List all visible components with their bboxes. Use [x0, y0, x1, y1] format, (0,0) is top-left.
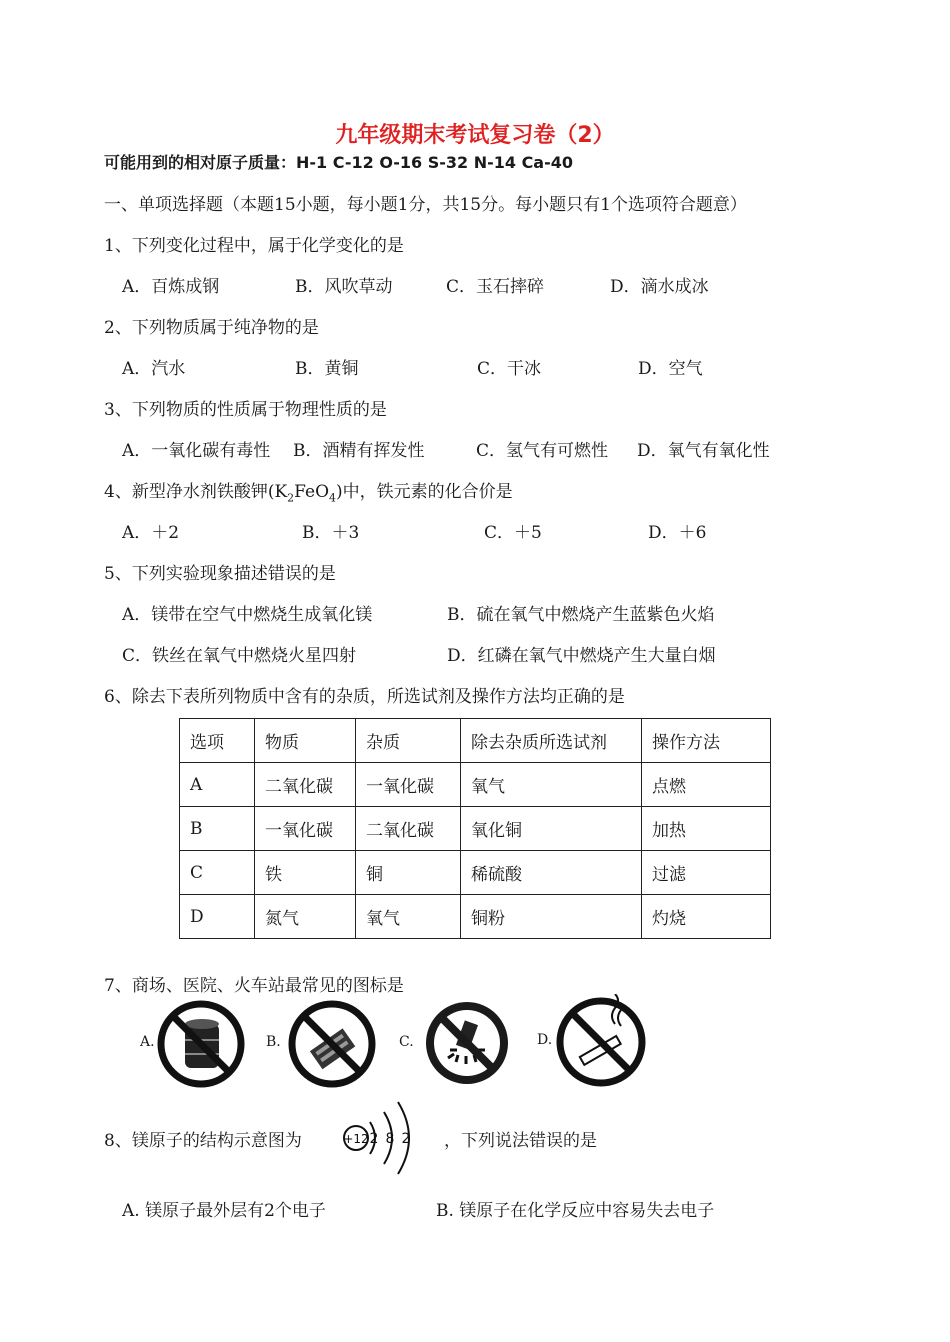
table-cell: C — [180, 851, 255, 895]
q1-stem: 1、下列变化过程中，属于化学变化的是 — [104, 236, 404, 256]
magnesium-atom-diagram — [336, 1098, 426, 1178]
q4-stem-mid: FeO — [294, 482, 330, 502]
q1-option-c: C．玉石摔碎 — [446, 277, 545, 297]
section-heading: 一、单项选择题（本题15小题，每小题1分，共15分。每小题只有1个选项符合题意） — [104, 195, 747, 215]
q5-stem: 5、下列实验现象描述错误的是 — [104, 564, 336, 584]
q4-stem — [104, 477, 513, 504]
q8-option-a: A. 镁原子最外层有2个电子 — [122, 1201, 326, 1221]
no-barrel-icon — [155, 998, 247, 1090]
q4-option-c: C．＋5 — [484, 523, 542, 543]
table-cell: 铜 — [356, 851, 461, 895]
table-cell: 二氧化碳 — [255, 763, 356, 807]
table-cell: 一氧化碳 — [356, 763, 461, 807]
q5-option-b: B．硫在氧气中燃烧产生蓝紫色火焰 — [447, 605, 715, 625]
q3-option-a: A．一氧化碳有毒性 — [122, 441, 271, 461]
q1-option-b: B．风吹草动 — [295, 277, 393, 297]
table-cell: B — [180, 807, 255, 851]
table-cell: 一氧化碳 — [255, 807, 356, 851]
atom-shell-1: 2 — [369, 1131, 379, 1147]
table-header-cell: 操作方法 — [642, 719, 771, 763]
q4-option-d: D．＋6 — [648, 523, 707, 543]
no-matches-icon — [286, 998, 378, 1090]
q3-option-c: C．氢气有可燃性 — [476, 441, 609, 461]
atomic-masses: 可能用到的相对原子质量：H-1 C-12 O-16 S-32 N-14 Ca-40 — [104, 153, 574, 172]
q4-option-b: B．＋3 — [302, 523, 360, 543]
page-title: 九年级期末考试复习卷（2） — [335, 123, 615, 148]
q3-option-b: B．酒精有挥发性 — [293, 441, 425, 461]
table-cell: 二氧化碳 — [356, 807, 461, 851]
q4-sub-1: 2 — [287, 491, 295, 505]
q5-option-c: C．铁丝在氧气中燃烧火星四射 — [122, 646, 357, 666]
q1-option-a: A．百炼成钢 — [122, 277, 220, 297]
table-header-cell: 物质 — [255, 719, 356, 763]
q5-option-d: D．红磷在氧气中燃烧产生大量白烟 — [447, 646, 716, 666]
q1-option-d: D．滴水成冰 — [610, 277, 709, 297]
q3-stem: 3、下列物质的性质属于物理性质的是 — [104, 400, 387, 420]
q6-table — [179, 718, 771, 939]
q4-sub-2: 4 — [329, 491, 337, 505]
q7-label-a: A. — [140, 1034, 155, 1050]
q7-stem: 7、商场、医院、火车站最常见的图标是 — [104, 976, 404, 996]
q2-option-a: A．汽水 — [122, 359, 186, 379]
q7-label-d: D. — [537, 1032, 553, 1048]
table-row — [180, 895, 771, 939]
atom-shell-2: 8 — [385, 1131, 395, 1147]
table-cell: 氧化铜 — [461, 807, 642, 851]
q7-label-c: C. — [399, 1034, 414, 1050]
table-cell: 灼烧 — [642, 895, 771, 939]
table-cell: A — [180, 763, 255, 807]
q7-label-b: B. — [266, 1034, 281, 1050]
q8-option-b: B. 镁原子在化学反应中容易失去电子 — [436, 1201, 715, 1221]
q2-option-c: C．干冰 — [477, 359, 542, 379]
table-cell: 点燃 — [642, 763, 771, 807]
q2-stem: 2、下列物质属于纯净物的是 — [104, 318, 319, 338]
table-cell: 铁 — [255, 851, 356, 895]
table-cell: 氧气 — [356, 895, 461, 939]
table-cell: 过滤 — [642, 851, 771, 895]
table-header-cell: 选项 — [180, 719, 255, 763]
table-header-row — [180, 719, 771, 763]
table-cell: 稀硫酸 — [461, 851, 642, 895]
q2-option-d: D．空气 — [638, 359, 703, 379]
q8-stem-post: ，下列说法错误的是 — [444, 1131, 597, 1151]
no-smoking-icon — [553, 994, 649, 1090]
q6-stem: 6、除去下表所列物质中含有的杂质，所选试剂及操作方法均正确的是 — [104, 687, 625, 707]
table-header-cell: 除去杂质所选试剂 — [461, 719, 642, 763]
table-cell: 氧气 — [461, 763, 642, 807]
table-row — [180, 851, 771, 895]
q5-option-a: A．镁带在空气中燃烧生成氧化镁 — [122, 605, 373, 625]
q2-option-b: B．黄铜 — [295, 359, 359, 379]
table-header-cell: 杂质 — [356, 719, 461, 763]
q4-option-a: A．＋2 — [122, 523, 180, 543]
table-row — [180, 763, 771, 807]
no-fireworks-icon — [420, 996, 514, 1090]
q4-stem-pre: 4、新型净水剂铁酸钾(K — [104, 482, 288, 502]
table-cell: 氮气 — [255, 895, 356, 939]
q8-stem-pre: 8、镁原子的结构示意图为 — [104, 1131, 302, 1151]
atom-shell-3: 2 — [401, 1131, 411, 1147]
q3-option-d: D．氧气有氧化性 — [637, 441, 770, 461]
table-row — [180, 807, 771, 851]
atom-nucleus-label: +12 — [343, 1132, 369, 1146]
q4-stem-post: )中，铁元素的化合价是 — [336, 482, 513, 502]
table-cell: D — [180, 895, 255, 939]
table-cell: 加热 — [642, 807, 771, 851]
table-cell: 铜粉 — [461, 895, 642, 939]
